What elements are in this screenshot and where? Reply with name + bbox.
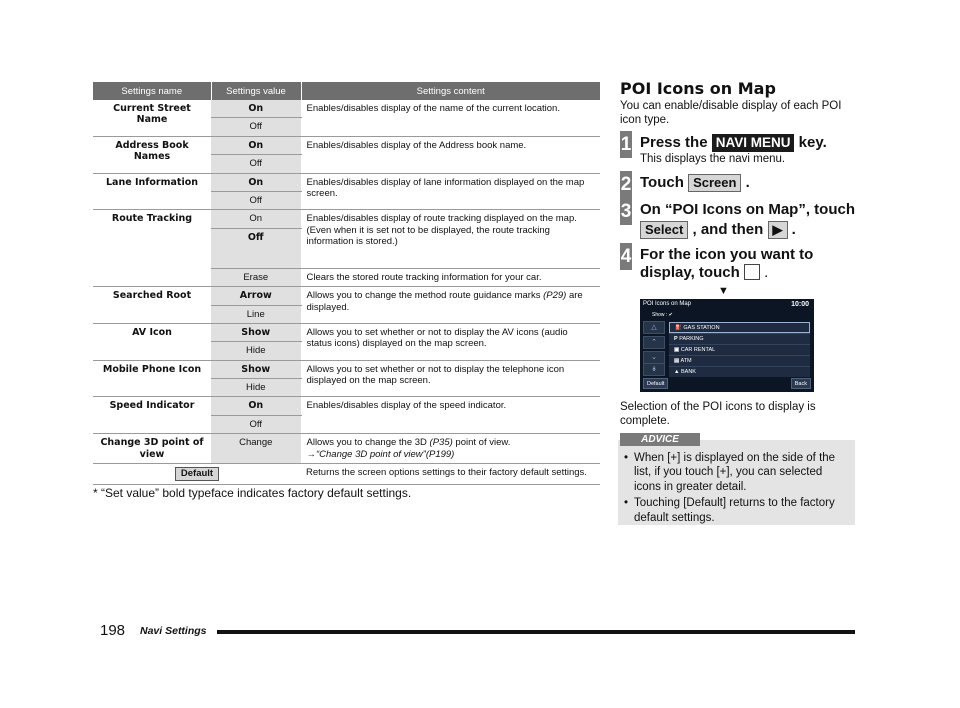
- table-header-row: [93, 82, 600, 100]
- side-button: [643, 336, 665, 349]
- step-text: .: [745, 174, 750, 191]
- setting-value: Arrow: [211, 287, 301, 305]
- screen-clock: 10:00: [791, 301, 809, 308]
- setting-content-note: (Even when it is set not to be displayed, the route tracking information is stored.): [306, 224, 550, 248]
- checkbox-icon: [744, 264, 760, 280]
- down-arrow-icon: ▼: [718, 285, 729, 297]
- table-row: [93, 287, 600, 305]
- setting-name: Mobile Phone Icon: [93, 360, 211, 397]
- screen-button: Screen: [688, 174, 741, 192]
- show-checkbox-label: Show : ✔: [652, 312, 673, 318]
- navi-menu-key: NAVI MENU: [712, 134, 795, 152]
- setting-value: On: [211, 136, 301, 154]
- cross-reference: →“Change 3D point of view”(P199): [306, 448, 455, 460]
- step-instruction: [640, 134, 827, 152]
- page-reference: (P35): [429, 437, 453, 449]
- setting-content-text: are displayed.: [306, 290, 583, 313]
- step-number: 1: [620, 131, 632, 158]
- step-text: Touch: [640, 174, 684, 191]
- setting-name: Speed Indicator: [93, 397, 211, 434]
- step-number: 4: [620, 243, 632, 270]
- setting-name: Searched Root: [93, 287, 211, 324]
- setting-name: Change 3D point of view: [93, 434, 211, 464]
- setting-content: Enables/disables display of the name of the current location.: [301, 100, 600, 136]
- setting-content: Clears the stored route tracking information for your car.: [301, 268, 600, 286]
- setting-content: [301, 434, 600, 464]
- setting-content-line: Enables/disables display of route tracking displayed on the map.: [306, 213, 577, 225]
- footer-section-title: Navi Settings: [140, 625, 207, 637]
- setting-name: Route Tracking: [93, 210, 211, 287]
- step-instruction: On “POI Icons on Map”, touch: [640, 201, 856, 218]
- table-row: [93, 323, 600, 341]
- setting-value: Line: [211, 305, 301, 323]
- advice-label: ADVICE: [620, 433, 700, 446]
- poi-item-label: ▣ CAR RENTAL: [674, 347, 716, 353]
- setting-value: On: [211, 100, 301, 118]
- screen-back-button: Back: [791, 378, 811, 389]
- setting-content-text: Allows you to change the 3D: [306, 437, 427, 449]
- table-row: [93, 173, 600, 191]
- setting-content: [301, 287, 600, 324]
- step-instruction-line2: [640, 264, 768, 281]
- step-instruction: [640, 174, 750, 192]
- step-number: 3: [620, 198, 632, 225]
- default-button: Default: [175, 467, 219, 481]
- poi-item-label: P PARKING: [674, 336, 704, 342]
- setting-content: Returns the screen options settings to their factory default settings.: [301, 464, 600, 485]
- poi-list-item: [669, 333, 810, 344]
- step-description: This displays the navi menu.: [640, 153, 786, 165]
- advice-item: • When [+] is displayed on the side of the list, if you touch [+], you can selected icons in greater detail.: [624, 451, 849, 494]
- screen-default-button: Default: [643, 378, 668, 389]
- step-text: .: [764, 264, 769, 281]
- advice-list: [624, 451, 849, 527]
- setting-name: Lane Information: [93, 173, 211, 210]
- setting-value: Off: [211, 191, 301, 209]
- setting-value: On: [211, 173, 301, 191]
- setting-content: Enables/disables display of the Address book name.: [301, 136, 600, 173]
- setting-content: Allows you to set whether or not to display the AV icons (audio status icons) displayed on the map screen.: [301, 323, 600, 360]
- setting-content-line: [307, 437, 596, 448]
- poi-list-item: [669, 322, 810, 333]
- setting-content: [301, 210, 600, 268]
- advice-item: • Touching [Default] returns to the factory default settings.: [624, 496, 849, 525]
- setting-value: Erase: [211, 268, 301, 286]
- setting-value: Off: [211, 155, 301, 173]
- step-instruction-line2: [640, 221, 796, 239]
- default-cell: [93, 464, 301, 485]
- setting-content: Enables/disables display of the speed indicator.: [301, 397, 600, 434]
- double-chevron-down-icon: ↡: [651, 366, 657, 373]
- setting-value: On: [211, 210, 301, 228]
- poi-list-item: [669, 355, 810, 366]
- chevron-up-icon: ⌃: [651, 339, 657, 346]
- side-button: [643, 321, 665, 334]
- step-number: 2: [620, 171, 632, 198]
- step-text: Press the: [640, 134, 708, 151]
- table-row: [93, 397, 600, 415]
- setting-value: Show: [211, 323, 301, 341]
- select-button: Select: [640, 221, 688, 239]
- play-arrow-icon: ▶: [768, 221, 788, 239]
- map-icon: △: [651, 324, 657, 331]
- setting-content-text: Allows you to change the method route guidance marks: [306, 290, 541, 302]
- setting-value: Hide: [211, 379, 301, 397]
- table-row: [93, 136, 600, 154]
- setting-content: Enables/disables display of lane information displayed on the map screen.: [301, 173, 600, 210]
- poi-item-label: ▲ BANK: [674, 369, 696, 375]
- setting-value: Change: [211, 434, 301, 464]
- setting-value: Hide: [211, 342, 301, 360]
- table-row: [93, 434, 600, 464]
- step-text: display, touch: [640, 264, 740, 281]
- page-reference: (P29): [543, 290, 567, 302]
- setting-value: Show: [211, 360, 301, 378]
- setting-name: Address Book Names: [93, 136, 211, 173]
- step-instruction: For the icon you want to: [640, 246, 814, 263]
- footer-rule: [217, 630, 855, 634]
- settings-table: [93, 82, 600, 485]
- poi-list-item: [669, 344, 810, 355]
- setting-value: Off: [211, 415, 301, 433]
- table-row: [93, 464, 600, 485]
- header-settings-value: Settings value: [211, 82, 301, 100]
- step-text: key.: [798, 134, 827, 151]
- poi-list-item: [669, 366, 810, 377]
- table-row: [93, 100, 600, 118]
- side-button: [643, 363, 665, 376]
- step-text: , and then: [692, 221, 764, 238]
- footnote: * “Set value” bold typeface indicates factory default settings.: [93, 486, 412, 500]
- setting-name: AV Icon: [93, 323, 211, 360]
- setting-name: Current Street Name: [93, 100, 211, 136]
- setting-value: On: [211, 397, 301, 415]
- section-intro: You can enable/disable display of each POI icon type.: [620, 100, 842, 127]
- page-number: 198: [100, 622, 126, 639]
- table-row: [93, 210, 600, 228]
- poi-icons-screenshot: [640, 299, 814, 392]
- poi-item-label: ⛽ GAS STATION: [675, 325, 720, 331]
- header-settings-content: Settings content: [301, 82, 600, 100]
- setting-value: Off: [211, 118, 301, 136]
- section-title: POI Icons on Map: [620, 79, 776, 98]
- chevron-down-icon: ⌄: [651, 354, 657, 361]
- setting-value: Off: [211, 228, 301, 268]
- table-row: [93, 360, 600, 378]
- setting-content-text: point of view.: [455, 437, 511, 449]
- poi-item-label: ▤ ATM: [674, 358, 692, 364]
- step-text: .: [791, 221, 796, 238]
- result-text: Selection of the POI icons to display is complete.: [620, 401, 816, 428]
- header-settings-name: Settings name: [93, 82, 211, 100]
- setting-content: Allows you to set whether or not to display the telephone icon displayed on the map screen.: [301, 360, 600, 397]
- screen-title: POI Icons on Map: [643, 301, 692, 307]
